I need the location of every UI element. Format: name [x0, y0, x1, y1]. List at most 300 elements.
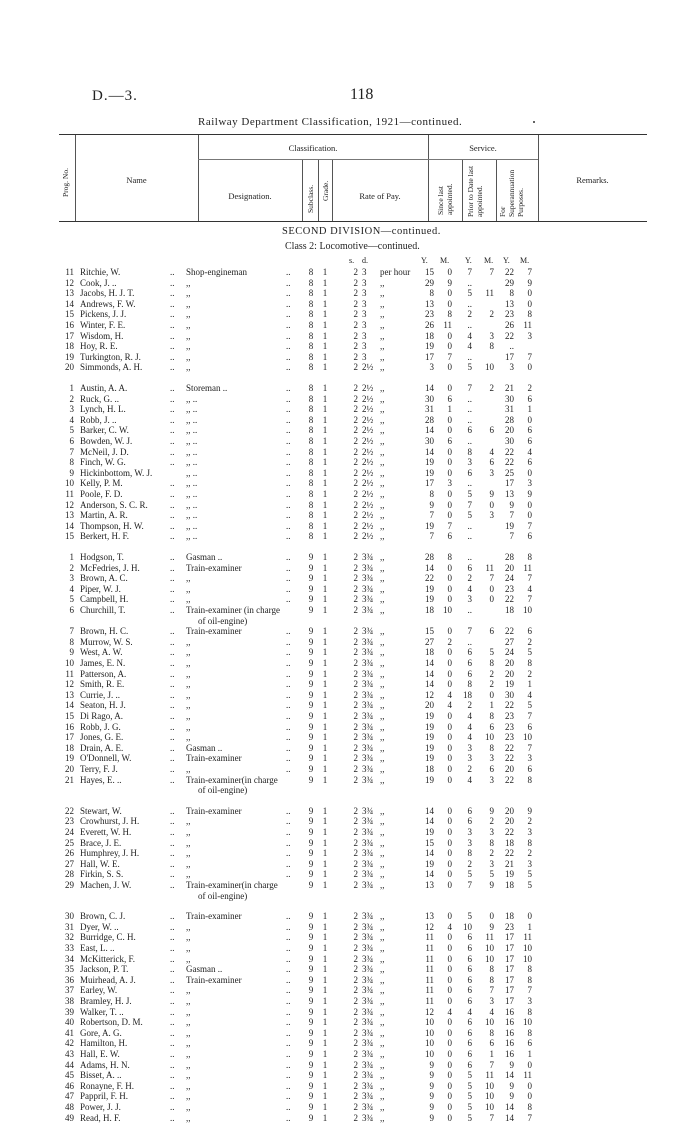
rate-shillings-cell: 2 — [353, 943, 358, 953]
super-years-cell: 16 — [505, 1027, 514, 1038]
prog-no-cell: 37 — [65, 985, 74, 996]
section-title: SECOND DIVISION—continued. — [282, 226, 441, 237]
subclass-cell: 9 — [308, 953, 314, 964]
designation-cell: ,, — [186, 1112, 191, 1123]
designation-cell: ,, — [186, 341, 191, 352]
grade-cell: 1 — [322, 351, 328, 362]
name-cell: Lynch, H. L. — [80, 404, 126, 415]
name-cell: Dyer, W. .. — [80, 921, 119, 932]
subclass-cell: 9 — [308, 573, 314, 584]
rate-pence-cell: 3 — [362, 298, 367, 309]
super-months-cell: 10 — [523, 953, 532, 964]
rate-period-cell: ,, — [380, 383, 385, 393]
since-months-cell: 0 — [447, 457, 452, 468]
leader-dots-cell: .. — [170, 858, 175, 869]
leader-dots-cell: .. — [170, 742, 175, 753]
subclass-cell: 8 — [308, 425, 314, 436]
rate-shillings-cell: 2 — [353, 647, 358, 658]
prior-years-cell: 5 — [467, 510, 472, 521]
designation-cell: ,, — [186, 647, 191, 658]
leader-dots-cell: .. — [286, 1070, 291, 1081]
grade-cell: 1 — [322, 689, 328, 700]
subclass-cell: 9 — [308, 732, 314, 743]
name-cell: Patterson, A. — [80, 668, 127, 679]
prior-months-cell: 11 — [485, 288, 494, 299]
since-months-cell: 0 — [447, 911, 452, 922]
name-cell: Poole, F. D. — [80, 489, 123, 499]
rate-pence-cell: 3¾ — [362, 911, 374, 922]
prog-no-cell: 11 — [65, 668, 74, 679]
super-months-cell: 2 — [527, 848, 532, 859]
name-cell: Martin, A. R. — [80, 510, 128, 521]
prior-months-cell: 11 — [485, 932, 494, 943]
prior-months-cell: 11 — [485, 1070, 494, 1081]
prior-months-cell: 9 — [489, 805, 494, 816]
leader-dots-cell: .. — [170, 985, 175, 996]
subclass-cell: 8 — [308, 277, 314, 288]
subclass-cell: 8 — [308, 404, 314, 415]
prog-no-cell: 41 — [65, 1027, 74, 1038]
since-years-cell: 14 — [425, 383, 434, 393]
rate-shillings-cell: 2 — [353, 383, 358, 393]
rate-period-cell: ,, — [380, 467, 385, 478]
grade-cell: 1 — [322, 996, 328, 1006]
prior-months-cell: 10 — [485, 953, 494, 964]
designation-continuation — [0, 784, 700, 796]
leader-dots-cell: .. — [170, 393, 175, 404]
super-years-cell: 19 — [505, 869, 514, 880]
name-cell: Cook, J. .. — [80, 277, 117, 288]
rate-shillings-cell: 2 — [353, 520, 358, 531]
rate-shillings-cell: 2 — [353, 341, 358, 352]
since-years-cell: 9 — [429, 499, 434, 510]
rate-pence-cell: 3¾ — [362, 1080, 374, 1091]
rate-shillings-cell: 2 — [353, 837, 358, 848]
super-months-cell: 11 — [523, 562, 532, 573]
designation-cell: Train-examiner — [186, 805, 242, 816]
super-header: For Superannuation Purposes. — [498, 169, 525, 217]
designation-cell: ,, — [186, 309, 191, 320]
since-months-cell: 9 — [447, 277, 452, 288]
since-months-cell: 0 — [447, 880, 452, 890]
subclass-cell: 8 — [308, 478, 314, 489]
rate-period-cell: ,, — [380, 583, 385, 594]
leader-dots-cell: .. — [286, 985, 291, 996]
super-years-cell: 20 — [505, 816, 514, 827]
prior-years-cell: 5 — [467, 489, 472, 499]
leader-dots-cell: .. — [286, 827, 291, 837]
prior-months-cell: 10 — [485, 362, 494, 373]
since-months-cell: 0 — [447, 341, 452, 352]
leader-dots-cell: .. — [170, 1027, 175, 1038]
prog-no-cell: 20 — [65, 362, 74, 373]
rate-pence-cell: 3¾ — [362, 742, 374, 753]
super-months-cell: 3 — [527, 753, 532, 764]
since-months-cell: 0 — [447, 742, 452, 753]
super-months-cell: 0 — [527, 1091, 532, 1102]
prog-no-cell: 12 — [65, 679, 74, 690]
rate-shillings-cell: 2 — [353, 351, 358, 362]
prior-years-cell: .. — [467, 636, 472, 647]
prior-years-cell: 18 — [463, 689, 472, 700]
prior-months-cell: 6 — [489, 1038, 494, 1049]
subclass-cell: 9 — [308, 827, 314, 837]
leader-dots-cell: .. — [286, 457, 291, 468]
super-years-cell: 31 — [505, 404, 514, 415]
since-years-cell: 13 — [425, 298, 434, 309]
leader-dots-cell: .. — [286, 320, 291, 330]
grade-cell: 1 — [322, 341, 328, 352]
since-months-cell: 0 — [447, 943, 452, 953]
leader-dots-cell: .. — [170, 267, 175, 277]
since-years-cell: 19 — [425, 721, 434, 732]
rate-pence-cell: 3¾ — [362, 774, 374, 785]
prog-no-cell: 13 — [65, 510, 74, 521]
grade-cell: 1 — [322, 911, 328, 922]
since-years-cell: 17 — [425, 351, 434, 362]
super-years-cell: 17 — [505, 351, 514, 362]
name-cell: Burridge, C. H. — [80, 932, 136, 943]
grade-cell: 1 — [322, 943, 328, 953]
prog-no-cell: 16 — [65, 320, 74, 330]
rate-pence-cell: 2½ — [362, 531, 374, 542]
page-title: Railway Department Classification, 1921—continued. — [198, 116, 463, 128]
rate-pence-cell: 3¾ — [362, 1017, 374, 1028]
prog-no-cell: 45 — [65, 1070, 74, 1081]
name-cell: Muirhead, A. J. — [80, 974, 136, 985]
since-months-cell: 0 — [447, 996, 452, 1006]
designation-cell: ,, — [186, 827, 191, 837]
rate-period-cell: ,, — [380, 351, 385, 362]
grade-cell: 1 — [322, 499, 328, 510]
designation-cell: Storeman .. — [186, 383, 228, 393]
subclass-header: Subclass. — [306, 184, 315, 213]
grade-cell: 1 — [322, 1112, 328, 1123]
leader-dots-cell: .. — [286, 267, 291, 277]
grade-cell: 1 — [322, 520, 328, 531]
rate-shillings-cell: 2 — [353, 446, 358, 457]
super-years-cell: 24 — [505, 647, 514, 658]
rate-period-cell: ,, — [380, 1112, 385, 1123]
since-years-cell: 7 — [429, 531, 434, 542]
since-years-cell: 14 — [425, 425, 434, 436]
since-years-cell: 10 — [425, 1038, 434, 1049]
super-months-cell: 4 — [527, 583, 532, 594]
rate-shillings-cell: 2 — [353, 320, 358, 330]
subclass-cell: 9 — [308, 594, 314, 605]
leader-dots-cell: .. — [170, 362, 175, 373]
subclass-cell: 9 — [308, 700, 314, 711]
name-cell: Anderson, S. C. R. — [80, 499, 148, 510]
grade-cell: 1 — [322, 869, 328, 880]
rate-period-cell: ,, — [380, 1006, 385, 1017]
subclass-cell: 9 — [308, 764, 314, 774]
prog-no-cell: 5 — [69, 425, 74, 436]
rate-shillings-cell: 2 — [353, 1112, 358, 1123]
rate-shillings-cell: 2 — [353, 721, 358, 732]
designation-cell: ,, .. — [186, 457, 198, 468]
since-years-cell: 30 — [425, 393, 434, 404]
rate-pence-cell: 2½ — [362, 393, 374, 404]
prior-months-cell: 0 — [489, 583, 494, 594]
since-years-cell: 31 — [425, 404, 434, 415]
name-cell: Brown, C. J. — [80, 911, 126, 922]
rate-pence-cell: 2½ — [362, 499, 374, 510]
name-cell: Winter, F. E. — [80, 320, 126, 330]
prog-no-cell: 6 — [69, 605, 74, 615]
super-months-cell: 3 — [527, 478, 532, 489]
ink-dot — [533, 121, 535, 123]
rate-period-cell: ,, — [380, 320, 385, 330]
since-months-cell: 0 — [447, 964, 452, 975]
rate-pence-cell: 3¾ — [362, 805, 374, 816]
prior-months-cell: 2 — [489, 679, 494, 690]
prior-months-cell: 2 — [489, 309, 494, 320]
rate-pence-cell: 3¾ — [362, 573, 374, 584]
since-years-cell: 15 — [425, 267, 434, 277]
designation-cell: ,, — [186, 721, 191, 732]
rate-pence-cell: 3¾ — [362, 1049, 374, 1059]
rate-period-cell: ,, — [380, 1049, 385, 1059]
rate-pence-cell: 3¾ — [362, 964, 374, 975]
since-years-cell: 14 — [425, 805, 434, 816]
designation-cell: ,, — [186, 658, 191, 668]
designation-cell: ,, — [186, 985, 191, 996]
prior-months-cell: 3 — [489, 330, 494, 341]
leader-dots-cell: .. — [170, 573, 175, 584]
prog-no-cell: 48 — [65, 1102, 74, 1112]
prior-months-cell: 9 — [489, 489, 494, 499]
unit-years: Y. — [503, 256, 510, 265]
name-cell: Robb, J. G. — [80, 721, 121, 732]
prior-years-cell: 7 — [467, 267, 472, 277]
prior-years-cell: 6 — [467, 996, 472, 1006]
since-years-cell: 19 — [425, 520, 434, 531]
name-cell: Terry, F. J. — [80, 764, 118, 774]
designation-cell: ,, — [186, 636, 191, 647]
rate-shillings-cell: 2 — [353, 996, 358, 1006]
rate-period-cell: ,, — [380, 393, 385, 404]
designation-cell: ,, — [186, 816, 191, 827]
rate-shillings-cell: 2 — [353, 700, 358, 711]
super-months-cell: 0 — [527, 1080, 532, 1091]
grade-cell: 1 — [322, 510, 328, 521]
rate-period-cell: ,, — [380, 837, 385, 848]
rate-period-cell: ,, — [380, 562, 385, 573]
super-years-cell: 7 — [509, 510, 514, 521]
rate-shillings-cell: 2 — [353, 964, 358, 975]
leader-dots-cell: .. — [286, 732, 291, 743]
leader-dots-cell: .. — [286, 552, 291, 562]
grade-cell: 1 — [322, 605, 328, 615]
rate-period-cell: ,, — [380, 805, 385, 816]
since-months-cell: 0 — [447, 446, 452, 457]
subclass-cell: 8 — [308, 446, 314, 457]
leader-dots-cell: .. — [286, 753, 291, 764]
rate-period-cell: ,, — [380, 668, 385, 679]
prior-months-cell: 3 — [489, 996, 494, 1006]
rate-period-cell: ,, — [380, 869, 385, 880]
subclass-cell: 9 — [308, 985, 314, 996]
super-months-cell: 0 — [527, 911, 532, 922]
rate-pence-cell: 3¾ — [362, 764, 374, 774]
name-cell: Brown, H. C. — [80, 626, 129, 637]
prior-years-cell: 6 — [467, 668, 472, 679]
leader-dots-cell: .. — [286, 636, 291, 647]
rate-pence-cell: 3¾ — [362, 858, 374, 869]
rate-pence-cell: 3 — [362, 351, 367, 362]
designation-cell: ,, .. — [186, 393, 198, 404]
rate-pence-cell: 2½ — [362, 414, 374, 425]
subclass-cell: 9 — [308, 605, 314, 615]
column-divider — [302, 159, 303, 221]
since-months-cell: 0 — [447, 932, 452, 943]
rate-shillings-cell: 2 — [353, 510, 358, 521]
prog-no-cell: 4 — [69, 583, 74, 594]
super-years-cell: 22 — [505, 742, 514, 753]
designation-cell: Gasman .. — [186, 742, 223, 753]
since-months-cell: 0 — [447, 489, 452, 499]
since-months-cell: 0 — [447, 953, 452, 964]
name-cell: Stewart, W. — [80, 805, 122, 816]
leader-dots-cell: .. — [170, 668, 175, 679]
rate-pence-cell: 3¾ — [362, 552, 374, 562]
super-months-cell: 8 — [527, 1102, 532, 1112]
name-cell: Robb, J. .. — [80, 414, 117, 425]
since-months-cell: 0 — [447, 985, 452, 996]
leader-dots-cell: .. — [170, 277, 175, 288]
rate-pence-cell: 3¾ — [362, 679, 374, 690]
prior-years-cell: .. — [467, 520, 472, 531]
since-years-cell: 22 — [425, 573, 434, 584]
grade-cell: 1 — [322, 932, 328, 943]
designation-cell: Train-examiner (in charge — [186, 605, 280, 615]
since-months-cell: 6 — [447, 436, 452, 446]
leader-dots-cell: .. — [170, 1038, 175, 1049]
subclass-cell: 8 — [308, 436, 314, 446]
rate-period-cell: ,, — [380, 573, 385, 584]
leader-dots-cell: .. — [286, 911, 291, 922]
since-years-cell: 10 — [425, 1049, 434, 1059]
prior-years-cell: 7 — [467, 499, 472, 510]
since-months-cell: 0 — [447, 594, 452, 605]
column-divider — [496, 159, 497, 221]
subclass-cell: 9 — [308, 1038, 314, 1049]
leader-dots-cell: .. — [170, 1112, 175, 1123]
since-months-cell: 4 — [447, 700, 452, 711]
super-years-cell: 9 — [509, 1080, 514, 1091]
subclass-cell: 9 — [308, 1070, 314, 1081]
grade-cell: 1 — [322, 594, 328, 605]
rate-period-cell: ,, — [380, 1038, 385, 1049]
super-years-cell: 17 — [505, 478, 514, 489]
designation-continuation — [0, 890, 700, 902]
super-years-cell: 23 — [505, 732, 514, 743]
since-months-cell: 0 — [447, 414, 452, 425]
grade-cell: 1 — [322, 330, 328, 341]
super-years-cell: 30 — [505, 436, 514, 446]
designation-cell: ,, — [186, 277, 191, 288]
leader-dots-cell: .. — [286, 869, 291, 880]
grade-cell: 1 — [322, 679, 328, 690]
grade-cell: 1 — [322, 573, 328, 584]
rate-period-cell: ,, — [380, 774, 385, 785]
rate-pence-cell: 3¾ — [362, 827, 374, 837]
rate-period-cell: ,, — [380, 911, 385, 922]
subclass-cell: 9 — [308, 964, 314, 975]
name-cell: Austin, A. A. — [80, 383, 128, 393]
super-years-cell: 22 — [505, 753, 514, 764]
super-years-cell: 7 — [509, 531, 514, 542]
subclass-cell: 8 — [308, 457, 314, 468]
rate-period-cell: ,, — [380, 510, 385, 521]
rate-period-cell: ,, — [380, 636, 385, 647]
rate-shillings-cell: 2 — [353, 668, 358, 679]
subclass-cell: 8 — [308, 267, 314, 277]
prior-months-cell: 10 — [485, 1080, 494, 1091]
prior-months-cell: 0 — [489, 499, 494, 510]
rate-period-cell: ,, — [380, 658, 385, 668]
name-cell: Hoy, R. E. — [80, 341, 118, 352]
super-months-cell: 4 — [527, 446, 532, 457]
subclass-cell: 9 — [308, 1027, 314, 1038]
prog-no-cell: 47 — [65, 1091, 74, 1102]
subclass-cell: 9 — [308, 658, 314, 668]
designation-cell: ,, — [186, 943, 191, 953]
super-months-cell: 7 — [527, 520, 532, 531]
leader-dots-cell: .. — [170, 880, 175, 890]
subclass-cell: 8 — [308, 298, 314, 309]
rate-pence-cell: 3¾ — [362, 932, 374, 943]
rate-pence-cell: 3¾ — [362, 1006, 374, 1017]
since-years-cell: 27 — [425, 636, 434, 647]
rate-period-cell: ,, — [380, 764, 385, 774]
since-months-cell: 0 — [447, 626, 452, 637]
name-cell: Hamilton, H. — [80, 1038, 128, 1049]
super-months-cell: 10 — [523, 732, 532, 743]
super-months-cell: 7 — [527, 351, 532, 362]
rate-shillings-cell: 2 — [353, 1070, 358, 1081]
super-years-cell: 22 — [505, 774, 514, 785]
leader-dots-cell: .. — [286, 489, 291, 499]
super-months-cell: 10 — [523, 1017, 532, 1028]
since-years-cell: 19 — [425, 774, 434, 785]
document-code: D.—3. — [92, 88, 138, 104]
rate-period-cell: ,, — [380, 489, 385, 499]
prior-months-cell: 0 — [489, 911, 494, 922]
since-months-cell: 0 — [447, 467, 452, 478]
rate-period-cell: ,, — [380, 298, 385, 309]
designation-cell: ,, .. — [186, 478, 198, 489]
super-years-cell: 18 — [505, 605, 514, 615]
prog-no-cell: 17 — [65, 732, 74, 743]
leader-dots-cell: .. — [286, 858, 291, 869]
leader-dots-cell: .. — [286, 943, 291, 953]
rate-shillings-cell: 2 — [353, 605, 358, 615]
designation-cell: of oil-engine) — [198, 615, 248, 626]
rate-pence-cell: 3¾ — [362, 848, 374, 859]
super-months-cell: 7 — [527, 573, 532, 584]
prior-years-cell: 5 — [467, 1112, 472, 1123]
name-cell: Bisset, A. .. — [80, 1070, 122, 1081]
since-years-cell: 9 — [429, 1080, 434, 1091]
super-years-cell: 20 — [505, 562, 514, 573]
leader-dots-cell: .. — [170, 478, 175, 489]
super-years-cell: 17 — [505, 964, 514, 975]
designation-cell: ,, — [186, 921, 191, 932]
rate-shillings-cell: 2 — [353, 816, 358, 827]
header-rule — [198, 159, 538, 160]
